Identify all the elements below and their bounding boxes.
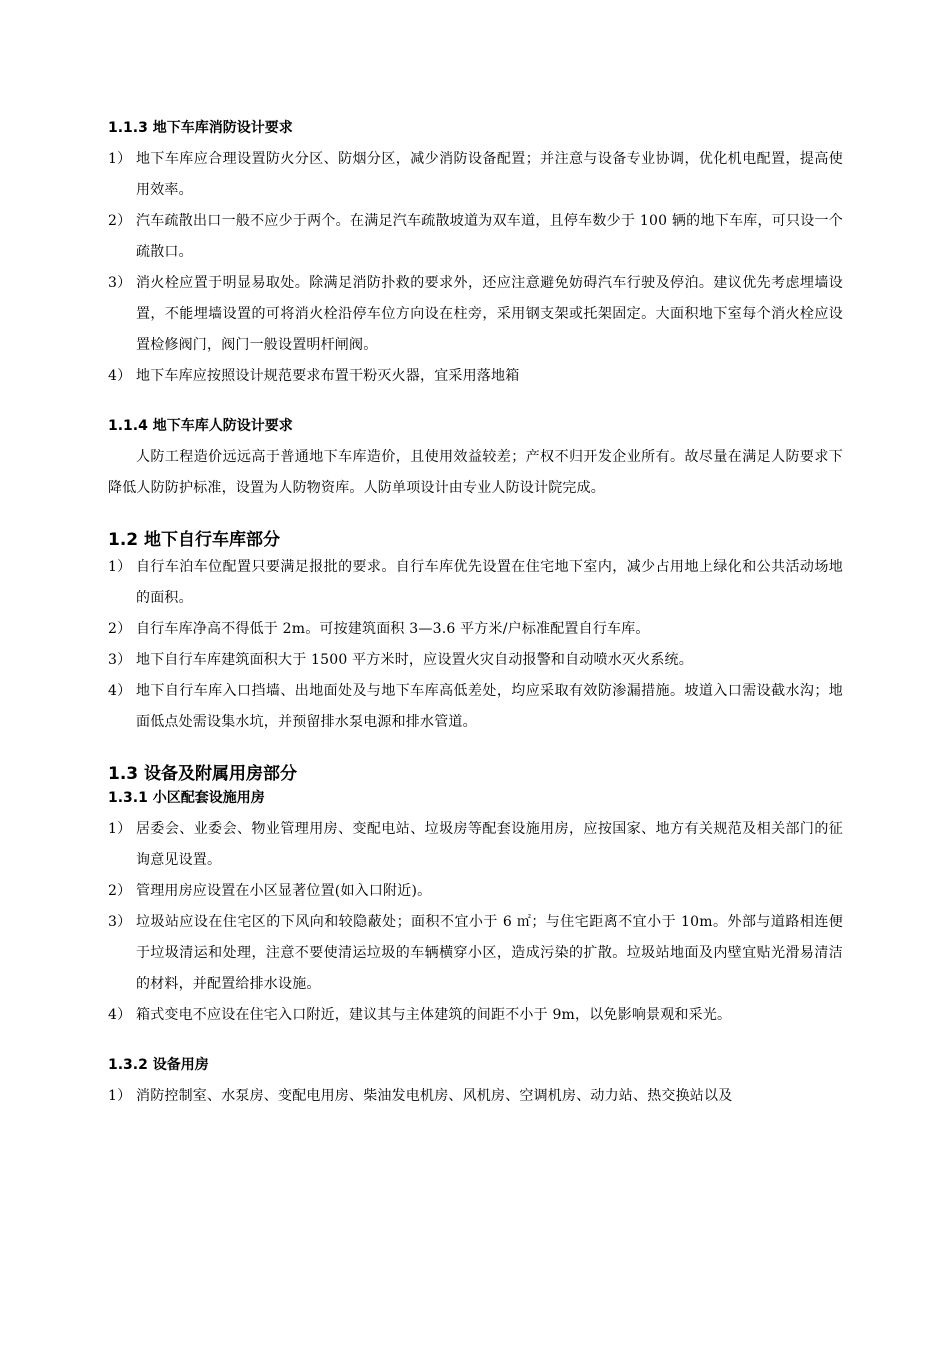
list-item bbox=[108, 876, 843, 907]
section-heading-1-1-3: 1.1.3 地下车库消防设计要求 bbox=[108, 120, 293, 136]
list-item-number: 3） bbox=[108, 652, 132, 668]
list-item-number: 2） bbox=[108, 621, 132, 637]
section-1-3 bbox=[108, 762, 843, 786]
list-item-text: 消防控制室、水泵房、变配电用房、柴油发电机房、风机房、空调机房、动力站、热交换站以及 bbox=[136, 1088, 733, 1104]
list-item-number: 3） bbox=[108, 275, 132, 291]
list-item-text: 自行车库净高不得低于 2m。可按建筑面积 3—3.6 平方米/户标准配置自行车库。 bbox=[136, 621, 650, 637]
list-item bbox=[108, 814, 843, 876]
section-heading-1-1-4: 1.1.4 地下车库人防设计要求 bbox=[108, 418, 293, 434]
list-item-text: 地下自行车库入口挡墙、出地面处及与地下车库高低差处，均应采取有效防渗漏措施。坡道入口需设截水沟；地面低点处需设集水坑，并预留排水泵电源和排水管道。 bbox=[136, 683, 843, 730]
list-item bbox=[108, 361, 843, 392]
section-1-3-2 bbox=[108, 1055, 843, 1112]
list-item-text: 消火栓应置于明显易取处。除满足消防扑救的要求外，还应注意避免妨碍汽车行驶及停泊。建议优先考虑埋墙设置，不能埋墙设置的可将消火栓沿停车位方向设在柱旁，采用钢支架或托架固定。大面积地下室每个消火栓应设置检修阀门，阀门一般设置明杆闸阀。 bbox=[136, 275, 843, 353]
list-item bbox=[108, 144, 843, 206]
list-item-text: 地下自行车库建筑面积大于 1500 平方米时，应设置火灾自动报警和自动喷水灭火系统。 bbox=[136, 652, 693, 668]
list-item-number: 4） bbox=[108, 1007, 132, 1023]
list-item-text: 箱式变电不应设在住宅入口附近，建议其与主体建筑的间距不小于 9m，以免影响景观和采光。 bbox=[136, 1007, 732, 1023]
list-item bbox=[108, 907, 843, 1000]
section-heading-1-3-1: 1.3.1 小区配套设施用房 bbox=[108, 790, 265, 806]
list-item-text: 垃圾站应设在住宅区的下风向和较隐蔽处；面积不宜小于 6 ㎡；与住宅距离不宜小于 10m。外部与道路相连便于垃圾清运和处理，注意不要使清运垃圾的车辆横穿小区，造成污染的扩散。垃圾站地面及内壁宜贴光滑易清洁的材料，并配置给排水设施。 bbox=[136, 914, 843, 992]
list-item bbox=[108, 206, 843, 268]
list-item-number: 2） bbox=[108, 213, 132, 229]
section-1-3-1 bbox=[108, 788, 843, 1031]
section-heading-1-3: 1.3 设备及附属用房部分 bbox=[108, 764, 298, 784]
list-item-text: 地下车库应合理设置防火分区、防烟分区，减少消防设备配置；并注意与设备专业协调，优化机电配置，提高使用效率。 bbox=[136, 151, 843, 198]
list-item-text: 自行车泊车位配置只要满足报批的要求。自行车库优先设置在住宅地下室内，减少占用地上绿化和公共活动场地的面积。 bbox=[136, 559, 843, 606]
document-content bbox=[108, 118, 843, 1112]
list-item-number: 1） bbox=[108, 1088, 132, 1104]
list-item bbox=[108, 645, 843, 676]
list-item-text: 地下车库应按照设计规范要求布置干粉灭火器，宜采用落地箱 bbox=[136, 368, 520, 384]
list-item-number: 2） bbox=[108, 883, 132, 899]
list-item-number: 3） bbox=[108, 914, 132, 930]
section-1-1-3 bbox=[108, 118, 843, 392]
list-item-number: 4） bbox=[108, 368, 132, 384]
list-item-text: 居委会、业委会、物业管理用房、变配电站、垃圾房等配套设施用房，应按国家、地方有关规范及相关部门的征询意见设置。 bbox=[136, 821, 843, 868]
section-heading-1-2: 1.2 地下自行车库部分 bbox=[108, 530, 281, 550]
section-1-2 bbox=[108, 528, 843, 738]
list-item bbox=[108, 676, 843, 738]
list-item bbox=[108, 1000, 843, 1031]
list-item-number: 1） bbox=[108, 151, 132, 167]
list-item bbox=[108, 614, 843, 645]
list-item-number: 1） bbox=[108, 821, 132, 837]
section-1-1-4 bbox=[108, 416, 843, 504]
list-item bbox=[108, 268, 843, 361]
list-item bbox=[108, 1081, 843, 1112]
list-item bbox=[108, 552, 843, 614]
list-item-text: 汽车疏散出口一般不应少于两个。在满足汽车疏散坡道为双车道，且停车数少于 100 辆的地下车库，可只设一个疏散口。 bbox=[136, 213, 843, 260]
list-item-number: 4） bbox=[108, 683, 132, 699]
body-paragraph: 人防工程造价远远高于普通地下车库造价，且使用效益较差；产权不归开发企业所有。故尽量在满足人防要求下降低人防防护标准，设置为人防物资库。人防单项设计由专业人防设计院完成。 bbox=[108, 449, 843, 496]
list-item-text: 管理用房应设置在小区显著位置(如入口附近)。 bbox=[136, 883, 432, 899]
section-heading-1-3-2: 1.3.2 设备用房 bbox=[108, 1057, 209, 1073]
list-item-number: 1） bbox=[108, 559, 132, 575]
